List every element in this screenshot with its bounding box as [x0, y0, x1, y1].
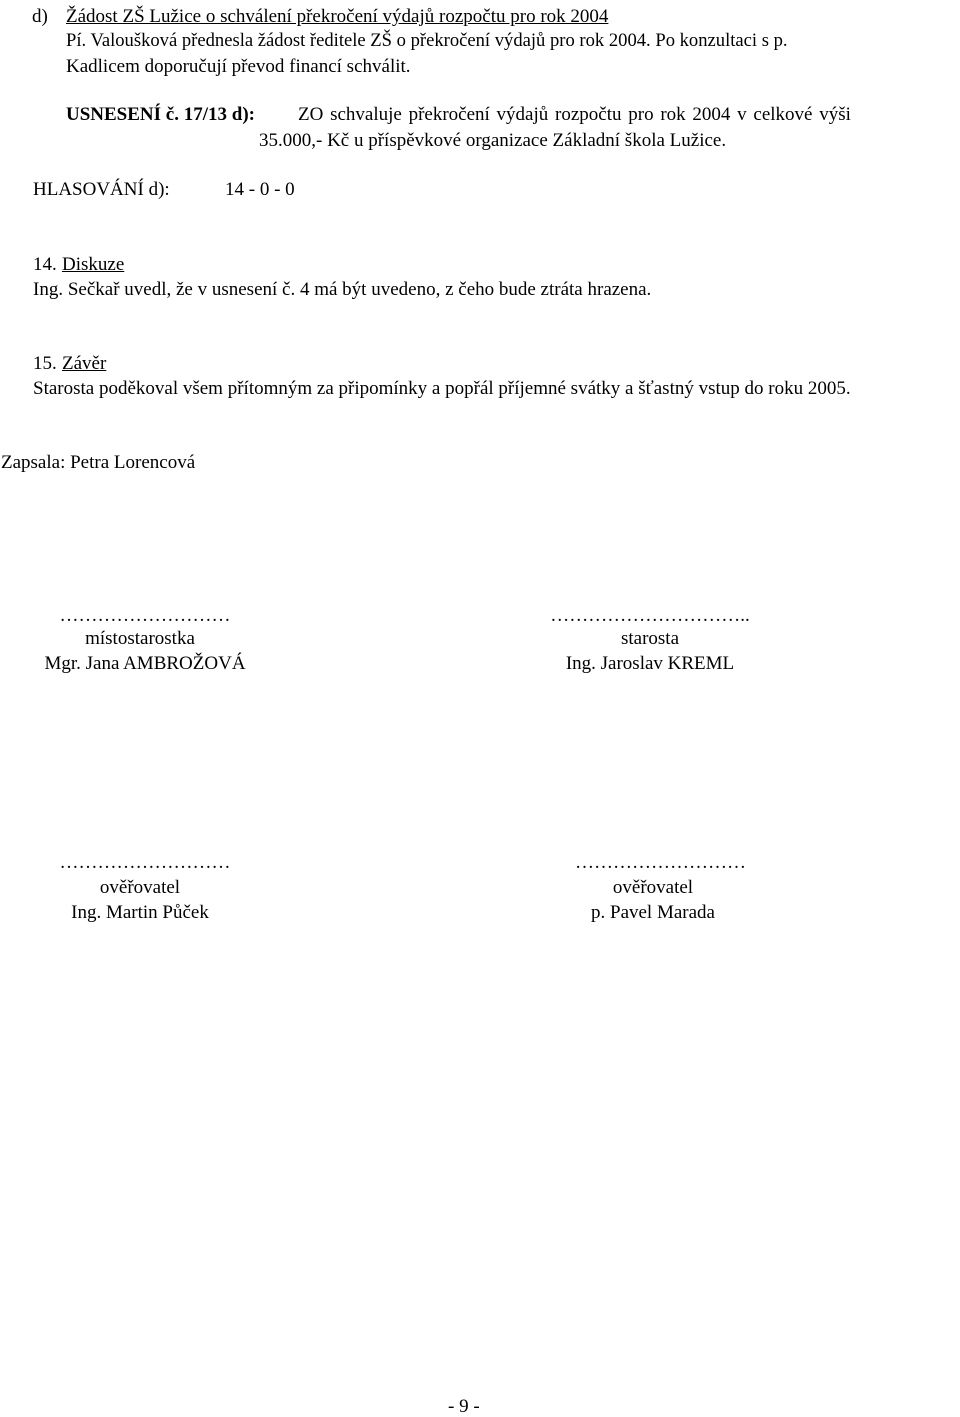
signature-line: …………………………..: [550, 605, 750, 626]
section-15-text: Starosta poděkoval všem přítomným za připomínky a popřál příjemné svátky a šťastný vstup do roku 2005.: [33, 378, 851, 399]
section-d-title: Žádost ZŠ Lužice o schválení překročení výdajů rozpočtu pro rok 2004: [66, 6, 609, 27]
section-15-number: 15.: [33, 353, 57, 374]
signature-line: ………………………: [575, 852, 746, 873]
recorder: Zapsala: Petra Lorencová: [1, 452, 196, 473]
resolution-label: USNESENÍ č. 17/13 d):: [66, 104, 255, 125]
signature-role: místostarostka: [85, 628, 195, 649]
signature-name: Ing. Jaroslav KREML: [565, 653, 735, 674]
section-d-text-line-1: Pí. Valoušková přednesla žádost ředitele ZŠ o překročení výdajů pro rok 2004. Po konzultaci s p.: [66, 30, 788, 51]
signature-line: ………………………: [59, 605, 231, 626]
signature-name: Mgr. Jana AMBROŽOVÁ: [44, 653, 246, 674]
signature-role: ověřovatel: [612, 877, 694, 898]
resolution-text-line-1: ZO schvaluje překročení výdajů rozpočtu pro rok 2004 v celkové výši: [298, 104, 851, 125]
section-15-title: Závěr: [62, 353, 107, 374]
signature-line: ………………………: [59, 852, 231, 873]
vote-label: HLASOVÁNÍ d):: [33, 179, 170, 200]
signature-name: Ing. Martin Půček: [71, 902, 209, 923]
section-14-text: Ing. Sečkař uvedl, že v usnesení č. 4 má být uvedeno, z čeho bude ztráta hrazena.: [33, 279, 652, 300]
signature-name: p. Pavel Marada: [591, 902, 715, 923]
section-d-text-line-2: Kadlicem doporučují převod financí schválit.: [66, 56, 411, 77]
section-14-title: Diskuze: [62, 254, 125, 275]
vote-result: 14 - 0 - 0: [225, 179, 295, 200]
signature-role: starosta: [620, 628, 680, 649]
page-number: - 9 -: [448, 1396, 480, 1417]
section-14-number: 14.: [33, 254, 57, 275]
signature-role: ověřovatel: [99, 877, 181, 898]
resolution-text-line-2: 35.000,- Kč u příspěvkové organizace Základní škola Lužice.: [259, 130, 727, 151]
section-d-marker: d): [32, 6, 48, 27]
